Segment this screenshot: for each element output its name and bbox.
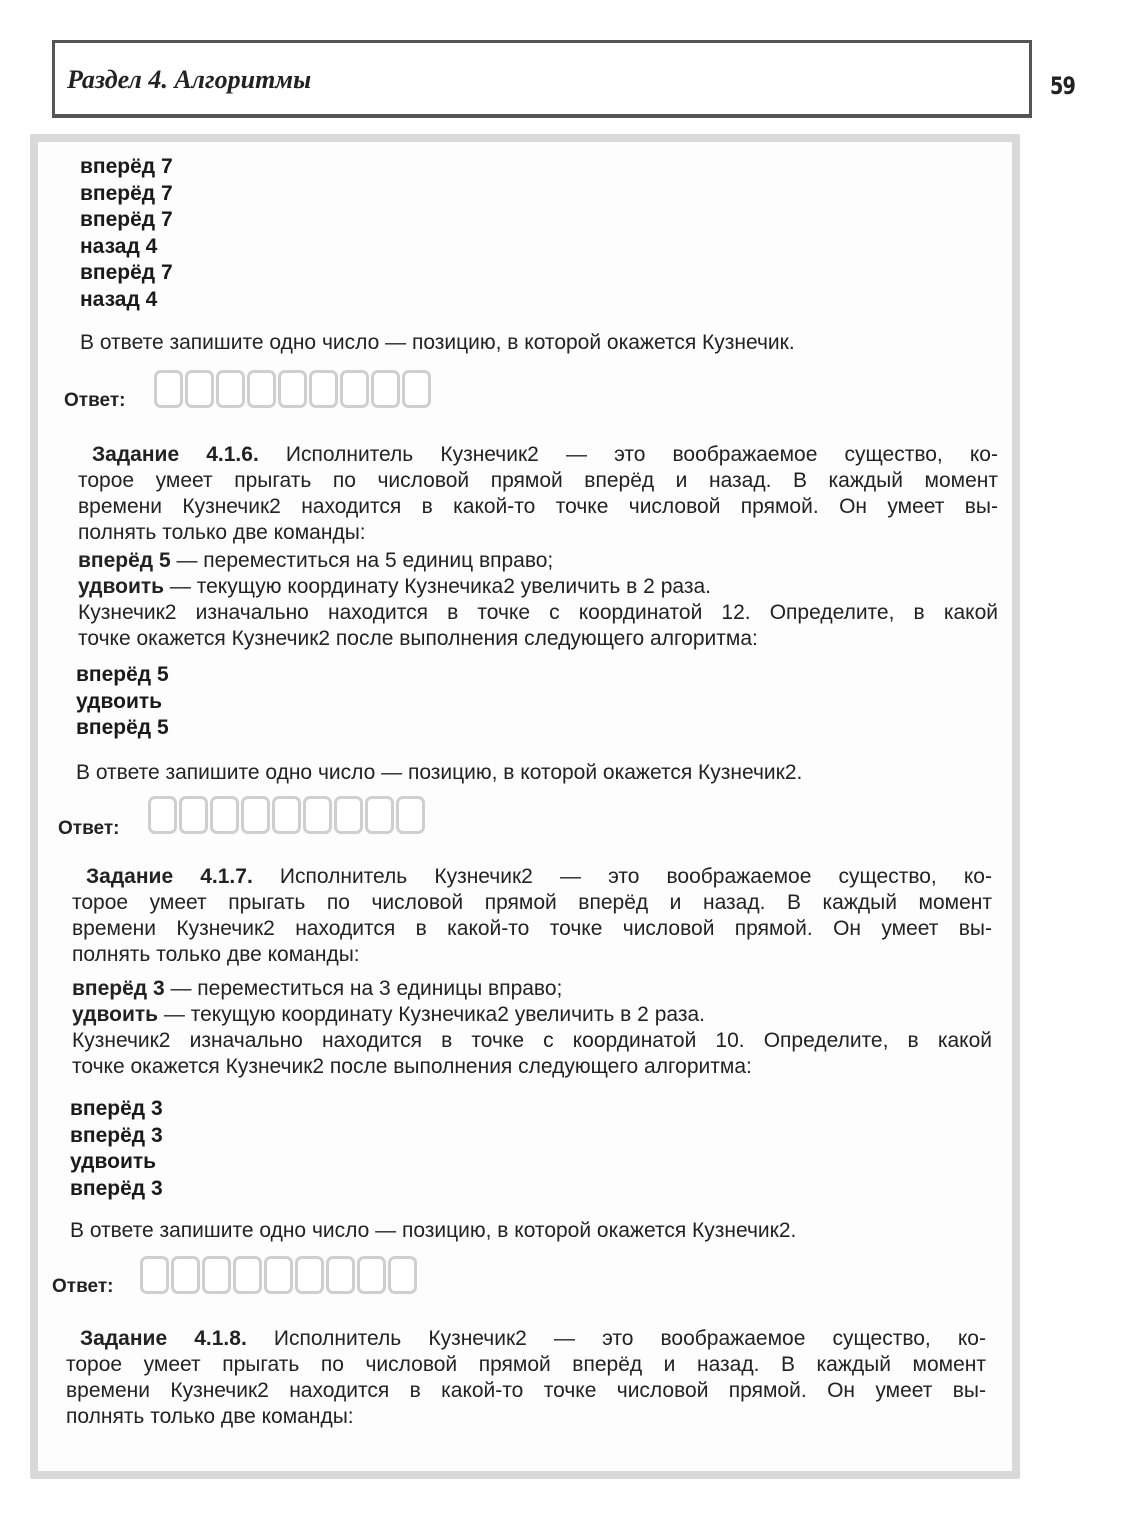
answer-cell[interactable] xyxy=(303,796,332,834)
task-416 xyxy=(78,442,998,652)
task-418-line1 xyxy=(66,1326,986,1352)
task-417-algorithm xyxy=(70,1096,163,1202)
command-line: вперёд 7 xyxy=(80,208,173,231)
command-name: удвоить xyxy=(78,575,165,598)
answer-cell[interactable] xyxy=(295,1256,324,1294)
answer-cell[interactable] xyxy=(185,370,214,408)
command-line: вперёд 7 xyxy=(80,181,173,205)
task-text: торое умеет прыгать по числовой прямой вперёд и назад. В каждый момент xyxy=(66,1353,986,1376)
task-text: торое умеет прыгать по числовой прямой вперёд и назад. В каждый момент xyxy=(72,891,992,914)
answer-cell[interactable] xyxy=(148,796,177,834)
algorithm-step: вперёд 3 xyxy=(70,1097,163,1120)
task-text: полнять только две команды: xyxy=(72,943,360,966)
answer-field-416[interactable] xyxy=(148,796,425,834)
task-condition: точке окажется Кузнечик2 после выполнения следующего алгоритма: xyxy=(78,627,758,650)
command-description: — текущую координату Кузнечика2 увеличить в 2 раза. xyxy=(164,575,711,598)
task-text: полнять только две команды: xyxy=(78,521,366,544)
command-description: — текущую координату Кузнечика2 увеличить в 2 раза. xyxy=(158,1003,705,1026)
task-text: Исполнитель Кузнечик2 — это воображаемое существо, ко- xyxy=(285,443,998,466)
answer-cell[interactable] xyxy=(154,370,183,408)
answer-cell[interactable] xyxy=(233,1256,262,1294)
page-number: 59 xyxy=(1050,72,1076,100)
task-title: Задание 4.1.7. xyxy=(86,865,253,888)
answer-label-417: Ответ: xyxy=(52,1276,114,1297)
section-title: Раздел 4. Алгоритмы xyxy=(67,65,312,94)
answer-cell[interactable] xyxy=(216,370,245,408)
command-name: удвоить xyxy=(72,1003,159,1026)
section-header xyxy=(52,40,1032,118)
answer-label-top: Ответ: xyxy=(64,390,126,411)
answer-cell[interactable] xyxy=(326,1256,355,1294)
command-line: назад 4 xyxy=(80,287,158,311)
task-text: торое умеет прыгать по числовой прямой вперёд и назад. В каждый момент xyxy=(78,469,998,492)
answer-cell[interactable] xyxy=(371,370,400,408)
answer-label-416: Ответ: xyxy=(58,818,120,839)
answer-cell[interactable] xyxy=(278,370,307,408)
task-416-answer-instruction: В ответе запишите одно число — позицию, в которой окажется Кузнечик2. xyxy=(76,761,803,784)
answer-cell[interactable] xyxy=(140,1256,169,1294)
answer-cell[interactable] xyxy=(241,796,270,834)
answer-cell[interactable] xyxy=(179,796,208,834)
task-text: Исполнитель Кузнечик2 — это воображаемое существо, ко- xyxy=(279,865,992,888)
answer-field-417[interactable] xyxy=(140,1256,417,1294)
task-418 xyxy=(66,1326,986,1430)
task-title: Задание 4.1.6. xyxy=(92,443,259,466)
command-definition xyxy=(78,548,998,574)
command-line: назад 4 xyxy=(80,234,158,258)
answer-cell[interactable] xyxy=(388,1256,417,1294)
algorithm-step: вперёд 3 xyxy=(70,1123,163,1147)
answer-cell[interactable] xyxy=(365,796,394,834)
command-definition xyxy=(72,1002,992,1028)
task-text: полнять только две команды: xyxy=(66,1405,354,1428)
command-name: вперёд 5 xyxy=(78,549,171,572)
task-text: Исполнитель Кузнечик2 — это воображаемое существо, ко- xyxy=(273,1327,986,1350)
answer-cell[interactable] xyxy=(357,1256,386,1294)
command-description: — переместиться на 3 единицы вправо; xyxy=(164,977,563,1000)
task-417 xyxy=(72,864,992,1080)
algorithm-step: удвоить xyxy=(76,689,163,713)
answer-cell[interactable] xyxy=(171,1256,200,1294)
task-title: Задание 4.1.8. xyxy=(80,1327,247,1350)
task-text: времени Кузнечик2 находится в какой-то точке числовой прямой. Он умеет вы- xyxy=(78,495,998,518)
task-condition: Кузнечик2 изначально находится в точке с координатой 12. Определите, в какой xyxy=(78,601,998,624)
answer-cell[interactable] xyxy=(247,370,276,408)
answer-cell[interactable] xyxy=(202,1256,231,1294)
answer-cell[interactable] xyxy=(340,370,369,408)
command-name: вперёд 3 xyxy=(72,977,165,1000)
top-answer-instruction: В ответе запишите одно число — позицию, в которой окажется Кузнечик. xyxy=(80,331,795,354)
algorithm-step: вперёд 5 xyxy=(76,716,169,739)
answer-cell[interactable] xyxy=(334,796,363,834)
answer-cell[interactable] xyxy=(264,1256,293,1294)
task-condition: Кузнечик2 изначально находится в точке с координатой 10. Определите, в какой xyxy=(72,1029,992,1052)
task-condition: точке окажется Кузнечик2 после выполнения следующего алгоритма: xyxy=(72,1055,752,1078)
algorithm-step: удвоить xyxy=(70,1150,157,1173)
answer-cell[interactable] xyxy=(396,796,425,834)
command-line: вперёд 7 xyxy=(80,155,173,178)
algorithm-step: вперёд 5 xyxy=(76,663,169,686)
task-417-line1 xyxy=(72,864,992,890)
command-definition xyxy=(78,574,998,600)
top-command-list xyxy=(80,154,173,313)
answer-cell[interactable] xyxy=(309,370,338,408)
answer-cell[interactable] xyxy=(402,370,431,408)
command-definition xyxy=(72,976,992,1002)
task-text: времени Кузнечик2 находится в какой-то точке числовой прямой. Он умеет вы- xyxy=(66,1379,986,1402)
task-text: времени Кузнечик2 находится в какой-то точке числовой прямой. Он умеет вы- xyxy=(72,917,992,940)
command-description: — переместиться на 5 единиц вправо; xyxy=(170,549,554,572)
task-417-answer-instruction: В ответе запишите одно число — позицию, в которой окажется Кузнечик2. xyxy=(70,1219,797,1242)
command-line: вперёд 7 xyxy=(80,261,173,284)
answer-field-top[interactable] xyxy=(154,370,431,408)
answer-cell[interactable] xyxy=(210,796,239,834)
answer-cell[interactable] xyxy=(272,796,301,834)
task-416-algorithm xyxy=(76,662,169,742)
algorithm-step: вперёд 3 xyxy=(70,1176,163,1200)
task-416-line1 xyxy=(78,442,998,468)
